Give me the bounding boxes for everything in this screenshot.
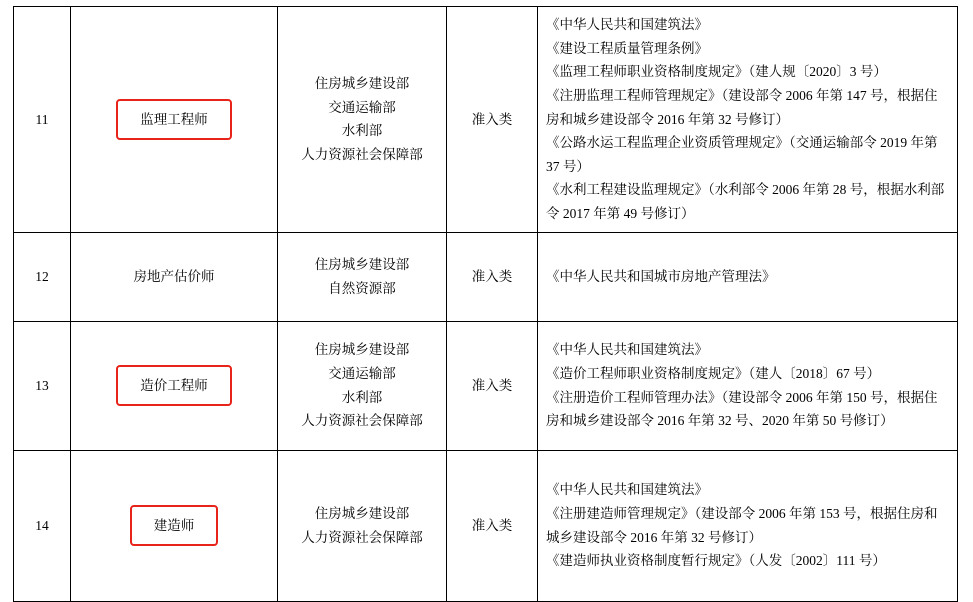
qualification-name-cell (71, 321, 278, 450)
department-line: 水利部 (341, 389, 383, 405)
qualification-name-cell (71, 450, 278, 601)
department-line: 住房城乡建设部 (314, 342, 410, 358)
basis-line: 《注册造价工程师管理办法》（建设部令 2006 年第 150 号，根据住房和城乡建设部令 2016 年第 32 号、2020 年第 50 号修订） (546, 389, 938, 429)
row-number: 11 (14, 7, 71, 233)
category-cell: 准入类 (447, 7, 538, 233)
basis-line: 《建设工程质量管理条例》 (546, 40, 708, 56)
row-number: 13 (14, 321, 71, 450)
department-line: 住房城乡建设部 (314, 76, 410, 92)
qualification-name-cell (71, 232, 278, 321)
qualification-name: 房地产估价师 (133, 268, 215, 284)
department-line: 水利部 (341, 123, 383, 139)
basis-line: 《中华人民共和国建筑法》 (546, 482, 708, 498)
category-cell: 准入类 (447, 232, 538, 321)
qualification-name-highlighted: 建造师 (130, 505, 219, 547)
basis-line: 《造价工程师职业资格制度规定》（建人〔2018〕67 号） (546, 366, 881, 381)
department-cell (278, 321, 447, 450)
department-cell (278, 7, 447, 233)
basis-line: 《中华人民共和国城市房地产管理法》 (546, 268, 776, 284)
department-line: 人力资源社会保障部 (301, 146, 423, 162)
table-row (14, 321, 958, 450)
category-cell: 准入类 (447, 450, 538, 601)
department-line: 自然资源部 (328, 280, 396, 296)
basis-line: 《注册建造师管理规定》（建设部令 2006 年第 153 号，根据住房和城乡建设部令 2016 年第 32 号修订） (546, 506, 938, 545)
qualification-table (13, 6, 958, 602)
row-number: 12 (14, 232, 71, 321)
basis-line: 《建造师执业资格制度暂行规定》（人发〔2002〕111 号） (546, 553, 886, 569)
qualification-name-cell (71, 7, 278, 233)
basis-line: 《公路水运工程监理企业资质管理规定》（交通运输部令 2019 年第 37 号） (546, 135, 938, 174)
basis-line: 《中华人民共和国建筑法》 (546, 342, 708, 358)
basis-line: 《监理工程师职业资格制度规定》（建人规〔2020〕3 号） (546, 64, 887, 80)
category-cell: 准入类 (447, 321, 538, 450)
document-page (0, 6, 973, 569)
department-line: 交通运输部 (328, 366, 396, 381)
department-line: 交通运输部 (328, 99, 396, 115)
department-cell (278, 232, 447, 321)
basis-cell (538, 7, 958, 233)
basis-line: 《中华人民共和国建筑法》 (546, 17, 708, 32)
basis-cell (538, 450, 958, 601)
basis-cell (538, 321, 958, 450)
basis-line: 《注册监理工程师管理规定》（建设部令 2006 年第 147 号，根据住房和城乡建设部令 2016 年第 32 号修订） (546, 87, 938, 127)
basis-line: 《水利工程建设监理规定》（水利部令 2006 年第 28 号，根据水利部令 2017 年第 49 号修订） (546, 182, 945, 221)
department-line: 人力资源社会保障部 (301, 529, 423, 545)
department-cell (278, 450, 447, 601)
table-row (14, 450, 958, 601)
department-line: 人力资源社会保障部 (301, 413, 423, 429)
qualification-name-highlighted: 造价工程师 (116, 365, 232, 407)
row-number: 14 (14, 450, 71, 601)
department-line: 住房城乡建设部 (314, 506, 410, 521)
department-line: 住房城乡建设部 (314, 257, 410, 272)
qualification-name-highlighted: 监理工程师 (116, 99, 232, 141)
basis-cell (538, 232, 958, 321)
table-row (14, 232, 958, 321)
table-row (14, 7, 958, 233)
